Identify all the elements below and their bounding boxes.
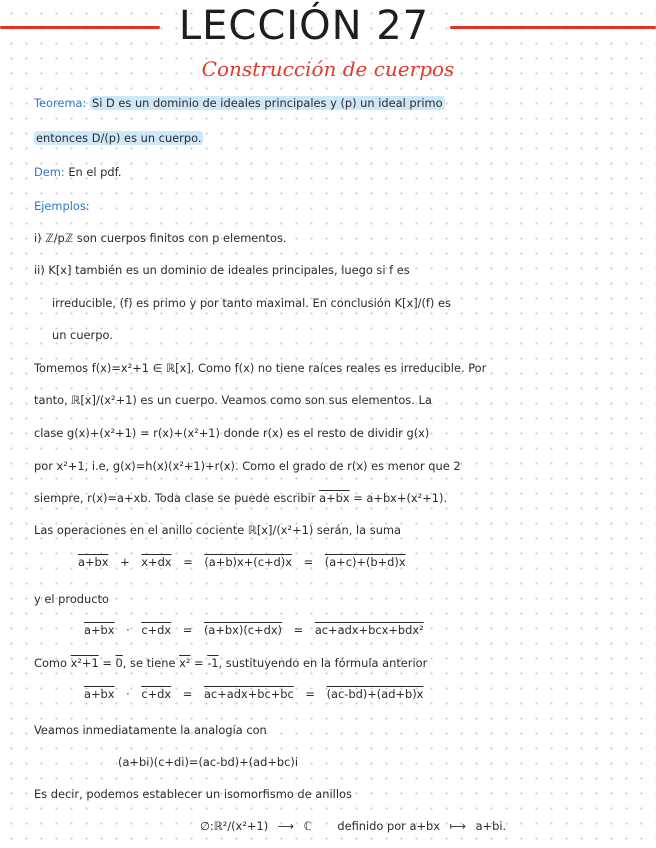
como-eq1: =	[102, 656, 112, 670]
como-pre: Como	[34, 656, 67, 670]
analogy-line: Veamos inmediatamente la analogía con	[34, 723, 267, 737]
proof-text: En el pdf.	[68, 165, 122, 179]
product-equation	[84, 622, 424, 638]
como-c4: -1	[207, 656, 219, 670]
como-c3: x²	[179, 656, 191, 670]
para-line-6: Las operaciones en el anillo cociente ℝ[x]/(x²+1) serán, la suma	[34, 523, 401, 537]
title-rule-left	[0, 26, 160, 29]
iso-arrow-1: ⟶	[277, 819, 295, 833]
title-row	[0, 4, 656, 48]
lesson-subtitle: Construcción de cuerpos	[201, 57, 455, 81]
iso-defined: definido por	[337, 819, 406, 833]
como-c2: 0	[115, 656, 123, 670]
examples-label: Ejemplos:	[34, 199, 90, 213]
prod-term-3: (a+bx)(c+dx)	[203, 623, 283, 637]
sum-term-2: x+dx	[141, 555, 172, 569]
prod-dot: ·	[126, 623, 130, 637]
theorem-line-2	[34, 130, 650, 146]
sum-equals-2: =	[303, 555, 314, 569]
como-line	[34, 655, 650, 671]
sum-term-3: (a+b)x+(c+d)x	[204, 555, 292, 569]
sum-equation	[78, 554, 406, 570]
como-post: , sustituyendo en la fórmula anterior	[218, 656, 428, 670]
title-rule-right	[450, 26, 656, 29]
isomorphism-map	[200, 818, 506, 834]
sum-plus: +	[120, 555, 130, 569]
proof-label: Dem:	[34, 165, 65, 179]
iso-map-lhs: ∅:ℝ²/(x²+1)	[200, 819, 269, 833]
para-line-5-text: siempre, r(x)=a+xb. Toda clase se puede escribir	[34, 491, 316, 505]
class-notation: a+bx	[319, 491, 350, 505]
final-equation	[84, 686, 423, 702]
sum-equals-1: =	[183, 555, 193, 569]
para-line-1: Tomemos f(x)=x²+1 ∈ ℝ[x]. Como f(x) no tiene raíces reales es irreducible. Por	[34, 361, 487, 375]
final-term-2: c+dx	[141, 687, 172, 701]
example-2-line-2: irreducible, (f) es primo y por tanto maximal. En conclusión K[x]/(f) es	[52, 296, 451, 310]
para-line-5-rest: = a+bx+(x²+1).	[353, 491, 448, 505]
como-eq2: =	[194, 656, 204, 670]
prod-equals-1: =	[182, 623, 193, 637]
example-2-line-3: un cuerpo.	[52, 328, 113, 342]
como-c1: x²+1	[70, 656, 99, 670]
prod-term-2: c+dx	[141, 623, 172, 637]
final-term-4: (ac-bd)+(ad+b)x	[326, 687, 424, 701]
prod-equals-2: =	[293, 623, 304, 637]
para-line-2: tanto, ℝ[x]/(x²+1) es un cuerpo. Veamos como son sus elementos. La	[34, 393, 432, 407]
example-2-line-1: ii) K[x] también es un dominio de ideales principales, luego si f es	[34, 263, 410, 277]
sum-term-1: a+bx	[78, 555, 109, 569]
theorem-line-1	[34, 95, 650, 111]
para-line-3: clase g(x)+(x²+1) = r(x)+(x²+1) donde r(x) es el resto de dividir g(x)	[34, 426, 430, 440]
theorem-text-1: Si D es un dominio de ideales principales y (p) un ideal primo	[91, 96, 443, 110]
iso-arrow-2: ⟼	[449, 819, 466, 833]
prod-term-1: a+bx	[84, 623, 115, 637]
final-term-1: a+bx	[84, 687, 115, 701]
iso-dst: a+bi.	[475, 819, 507, 833]
prod-term-4: ac+adx+bcx+bdx²	[314, 623, 424, 637]
final-equals-1: =	[182, 687, 193, 701]
para-line-5	[34, 490, 650, 506]
final-term-3: ac+adx+bc+bc	[203, 687, 294, 701]
theorem-text-2: entonces D/(p) es un cuerpo.	[36, 131, 202, 145]
product-label: y el producto	[34, 592, 109, 606]
example-1: i) ℤ/pℤ son cuerpos finitos con p elementos.	[34, 231, 287, 245]
analogy-equation: (a+bi)(c+di)=(ac-bd)+(ad+bc)i	[118, 755, 298, 769]
como-mid: , se tiene	[122, 656, 176, 670]
para-line-4: por x²+1, i.e, g(x)=h(x)(x²+1)+r(x). Como el grado de r(x) es menor que 2	[34, 459, 461, 473]
sum-term-4: (a+c)+(b+d)x	[324, 555, 406, 569]
final-equals-2: =	[305, 687, 315, 701]
theorem-label: Teorema:	[34, 96, 87, 110]
isomorphism-line: Es decir, podemos establecer un isomorfismo de anillos	[34, 787, 352, 801]
final-dot: ·	[126, 687, 130, 701]
proof-line	[34, 164, 650, 180]
iso-src: a+bx	[409, 819, 440, 833]
lesson-title: LECCIÓN 27	[178, 3, 430, 49]
iso-codomain: ℂ	[303, 819, 312, 833]
